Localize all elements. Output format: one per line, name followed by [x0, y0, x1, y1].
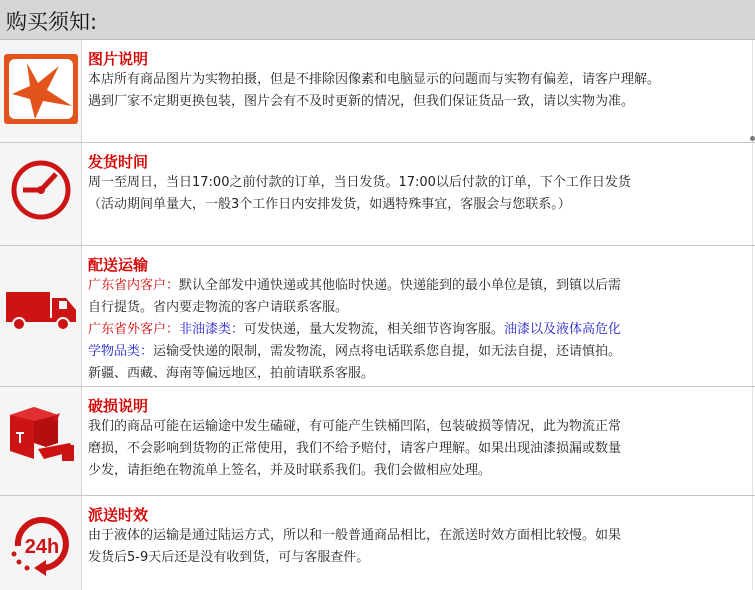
section-text-line: 周一至周日，当日17:00之前付款的订单，当日发货。17:00以后付款的订单，下个工作日发货	[88, 175, 631, 190]
hazardous-text: 运输受快递的限制，需发物流，网点将电话联系您自提，如无法自提，还请慎拍。	[153, 344, 622, 359]
section-text-line: 自行提货。省内要走物流的客户请联系客服。	[88, 300, 349, 315]
non-paint-text: 可发快递，量大发物流，相关细节咨询客服。	[244, 322, 505, 337]
section-title: 图片说明	[88, 50, 149, 68]
24h-icon-text: 24h	[24, 536, 60, 558]
section-delivery-transport	[0, 246, 755, 386]
section-text-line: （活动期间单量大，一般3个工作日内安排发货，如遇特殊事宜，客服会与您联系。）	[88, 197, 571, 212]
section-shipping-time	[0, 143, 755, 245]
section-text-line: 遇到厂家不定期更换包装，图片会有不及时更新的情况，但我们保证货品一致，请以实物为准。	[88, 94, 635, 109]
hazardous-line	[88, 344, 621, 360]
section-text-line: 发货后5-9天后还是没有收到货，可与客服查件。	[88, 550, 370, 565]
icon-panel	[0, 143, 82, 245]
guangdong-outside-line	[88, 322, 621, 338]
non-paint-label: 非油漆类：	[179, 322, 245, 337]
section-title: 配送运输	[88, 256, 149, 274]
section-text-line: 少发，请拒绝在物流单上签名，并及时联系我们。我们会做相应处理。	[88, 463, 492, 478]
icon-panel	[0, 246, 82, 386]
section-title: 破损说明	[88, 397, 149, 415]
section-text-line: 磨损，不会影响到货物的正常使用，我们不给予赔付，请客户理解。如果出现油漆损漏或数量	[88, 441, 622, 456]
truck-icon	[6, 286, 78, 332]
icon-panel	[0, 496, 82, 590]
icon-panel	[0, 40, 82, 142]
24h-icon	[8, 506, 76, 576]
icon-panel	[0, 387, 82, 495]
guangdong-inside-label: 广东省内客户：	[88, 278, 180, 293]
page-title: 购买须知:	[6, 10, 98, 34]
section-delivery-timeliness	[0, 496, 755, 590]
section-text-line: 本店所有商品图片为实物拍摄，但是不排除因像素和电脑显示的问题而与实物有偏差，请客户理解。	[88, 72, 661, 87]
guangdong-inside-line	[88, 278, 621, 294]
guangdong-outside-label: 广东省外客户：	[88, 322, 180, 337]
clock-icon	[8, 155, 74, 221]
section-title: 派送时效	[88, 506, 149, 524]
section-picture-description	[0, 40, 755, 142]
header-bar	[0, 0, 755, 40]
star-photo-icon	[4, 54, 78, 124]
section-text-line: 我们的商品可能在运输途中发生磕碰，有可能产生铁桶凹陷，包装破损等情况，此为物流正常	[88, 419, 622, 434]
section-title: 发货时间	[88, 153, 149, 171]
hazardous-label-part1: 油漆以及液体高危化	[504, 322, 622, 337]
hazardous-label-part2: 学物品类：	[88, 344, 154, 359]
section-damage-description	[0, 387, 755, 495]
broken-box-icon	[8, 403, 78, 465]
guangdong-inside-text: 默认全部发中通快递或其他临时快递。快递能到的最小单位是镇，到镇以后需	[179, 278, 622, 293]
section-text-line: 新疆、西藏、海南等偏远地区，拍前请联系客服。	[88, 366, 375, 381]
section-text-line: 由于液体的运输是通过陆运方式，所以和一般普通商品相比，在派送时效方面相比较慢。如果	[88, 528, 622, 543]
